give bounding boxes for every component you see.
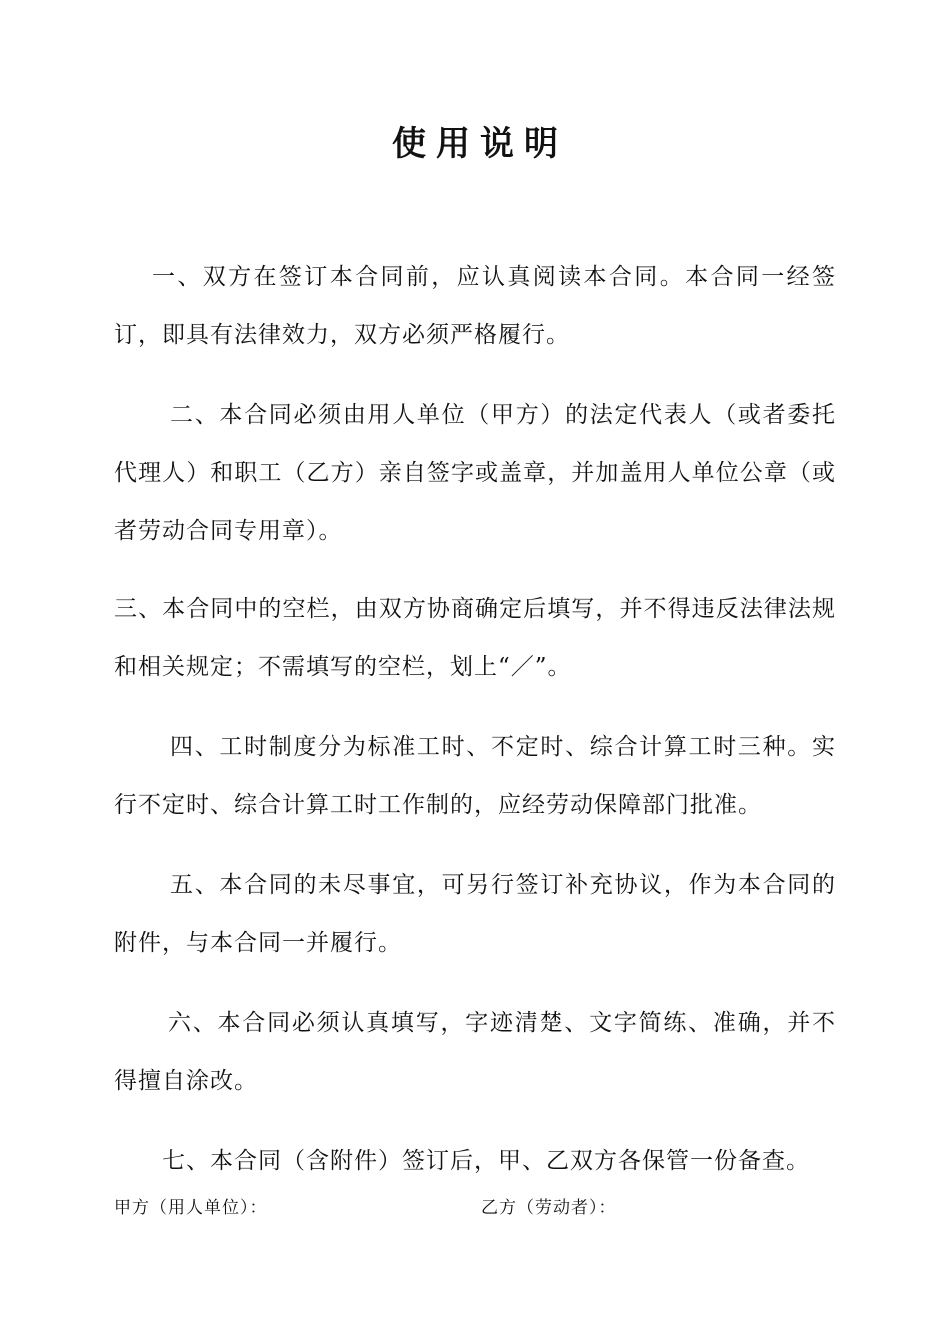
party-b-signature-label: 乙方（劳动者）： [481, 1198, 617, 1218]
instruction-paragraph-7: 七、本合同（含附件）签订后，甲、乙双方各保管一份备查。 [162, 1148, 810, 1174]
instruction-paragraph-4: 四、工时制度分为标准工时、不定时、综合计算工时三种。实行不定时、综合计算工时工作制的，应经劳动保障部门批准。 [114, 734, 836, 818]
instruction-paragraph-6: 六、本合同必须认真填写，字迹清楚、文字简练、准确，并不得擅自涂改。 [114, 1010, 836, 1094]
instruction-paragraph-3: 三、本合同中的空栏，由双方协商确定后填写，并不得违反法律法规和相关规定；不需填写的空栏，划上“／”。 [114, 596, 836, 680]
instruction-paragraph-1: 一、双方在签订本合同前，应认真阅读本合同。本合同一经签订，即具有法律效力，双方必须严格履行。 [114, 264, 836, 348]
page-title: 使用说明 [392, 124, 568, 164]
instruction-paragraph-2: 二、本合同必须由用人单位（甲方）的法定代表人（或者委托代理人）和职工（乙方）亲自签字或盖章，并加盖用人单位公章（或者劳动合同专用章）。 [114, 402, 836, 544]
instruction-paragraph-5: 五、本合同的未尽事宜，可另行签订补充协议，作为本合同的附件，与本合同一并履行。 [114, 872, 836, 956]
party-a-signature-label: 甲方（用人单位）： [114, 1198, 268, 1218]
